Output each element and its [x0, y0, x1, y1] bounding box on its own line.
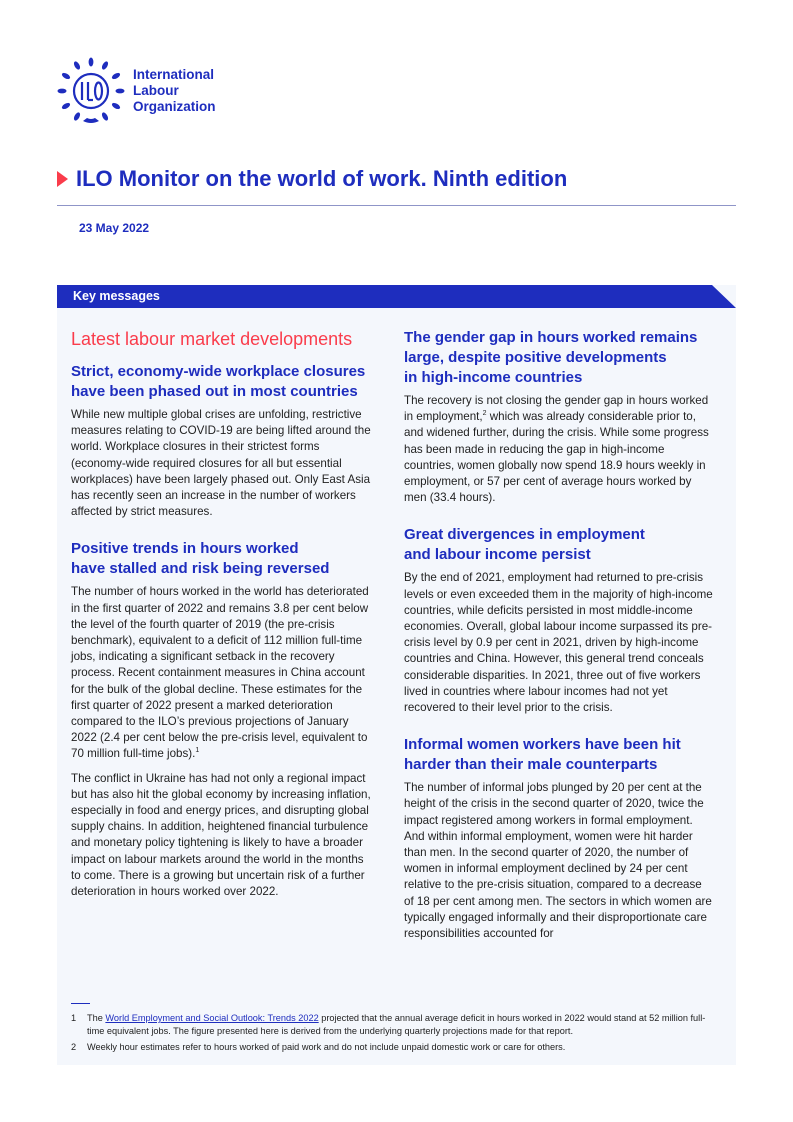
hours-worked-heading [71, 539, 376, 579]
key-messages-label: Key messages [73, 289, 160, 303]
footnote-2 [71, 1041, 721, 1054]
org-name-line1: International [133, 67, 215, 82]
footnote-text-part: The [87, 1013, 106, 1023]
paragraph-text: The number of hours worked in the world has deteriorated in the first quarter of 2022 and remains 3.8 per cent below the level of the fourth quarter of 2019 (the pre-crisis benchmark), equivalent to a deficit of 112 million full-time jobs, indicating a significant setback in the recovery process. Recent containment measures in China account for the bulk of the global decline. These estimates for the first quarter of 2022 present a marked deterioration compared to the ILO’s previous projections of January 2022 (2.4 per cent below the pre-crisis level, equivalent to 70 million full-time jobs). [71, 585, 369, 761]
heading-line: and labour income persist [404, 546, 591, 564]
section-heading: Latest labour market developments [71, 329, 353, 349]
footnote-text-part: projected that the annual average deficit in hours worked in 2022 would stand at 52 million full-time equivalent jobs. The figure presented here is derived from the underlying quarterly projections made for that report. [87, 1013, 706, 1036]
hours-worked-text [71, 584, 376, 762]
footnotes [71, 1012, 721, 1058]
right-column [404, 328, 714, 958]
heading-line: Informal women workers have been hit [404, 736, 681, 754]
footnote-ref-2[interactable]: 2 [482, 410, 487, 418]
informal-women-text: The number of informal jobs plunged by 20 per cent at the height of the crisis in the second quarter of 2020, twice the impact registered among workers in formal employment. And within informal employment, women were hit harder than men. In the second quarter of 2020, the number of women in informal employment declined by 24 per cent relative to the pre-crisis situation, compared to a decrease of 18 per cent among men. The sectors in which women are typically engaged informally and their disproportionate care responsibilities accounted for [404, 781, 712, 941]
weso-trends-link[interactable]: World Employment and Social Outlook: Trends 2022 [105, 1013, 319, 1023]
heading-line: harder than their male counterparts [404, 756, 658, 774]
workplace-closures-heading [71, 362, 376, 402]
footnote-number: 2 [71, 1042, 77, 1052]
workplace-closures-text: While new multiple global crises are unfolding, restrictive measures relating to COVID-19 are being lifted around the world. Workplace closures in their strictest forms (economy-wide required closures for all but essential workplaces) have been largely phased out. Only East Asia has recently seen an increase in the number of workers affected by strict measures. [71, 408, 371, 519]
page-title [57, 166, 567, 192]
ilo-logo [57, 57, 216, 125]
divergences-heading [404, 525, 714, 565]
ukraine-conflict-text: The conflict in Ukraine has had not only a regional impact but has also hit the global economy by increasing inflation, especially in food and energy prices, and disrupting global supply chains. In addition, heightened financial turbulence and monetary policy tightening is likely to have a broader impact on labour markets around the world in the months to come. There is a growing but uncertain risk of a further deterioration in hours worked over 2022. [71, 771, 371, 899]
page-title-text: ILO Monitor on the world of work. Ninth edition [76, 166, 568, 191]
footnote-1 [71, 1012, 721, 1037]
heading-line: Great divergences in employment [404, 526, 645, 544]
triangle-right-icon [57, 171, 68, 187]
footnote-text [87, 1012, 721, 1037]
footnote-ref-1[interactable]: 1 [195, 747, 200, 755]
key-messages-banner [57, 285, 736, 308]
heading-line: Strict, economy-wide workplace closures [71, 363, 366, 380]
gender-gap-heading [404, 328, 714, 388]
heading-line: have stalled and risk being reversed [71, 560, 330, 578]
paragraph-text: The recovery is not closing the gender gap in hours worked in employment, [404, 394, 709, 424]
heading-line: in high-income countries [404, 369, 583, 386]
heading-line: have been phased out in most countries [71, 383, 358, 400]
divergences-text: By the end of 2021, employment had returned to pre-crisis levels or even exceeded them in the majority of high-income countries, while deficits persisted in most middle-income economies. Overall, global labour income surpassed its pre-crisis level by 0.9 per cent in 2021, driven by high-income countries and China. However, this general trend conceals considerable disparities. In 2021, three out of five workers lived in countries where labour incomes had not yet recovered to their level prior to the crisis. [404, 571, 713, 715]
left-column [71, 328, 376, 916]
heading-line: large, despite positive developments [404, 349, 667, 366]
gender-gap-text [404, 393, 714, 506]
heading-line: The gender gap in hours worked remains [404, 329, 698, 346]
heading-line: Positive trends in hours worked [71, 540, 299, 558]
org-name-line2: Labour [133, 83, 179, 98]
title-divider [57, 205, 736, 206]
footnote-text: Weekly hour estimates refer to hours worked of paid work and do not include unpaid domestic work or care for others. [87, 1042, 566, 1052]
paragraph-text: which was already considerable prior to, and widened further, during the crisis. While some progress has been made in reducing the gap in high-income countries, women globally now spend 18.9 hours weekly in employment, or 57 per cent of average hours worked by men (33.4 hours). [404, 410, 709, 505]
ilo-emblem-icon [57, 57, 125, 125]
publication-date: 23 May 2022 [79, 221, 150, 235]
org-name-line3: Organization [133, 99, 216, 114]
informal-women-heading [404, 735, 714, 775]
footnote-divider [71, 1003, 90, 1004]
footnote-number: 1 [71, 1013, 77, 1023]
org-name [133, 67, 216, 115]
